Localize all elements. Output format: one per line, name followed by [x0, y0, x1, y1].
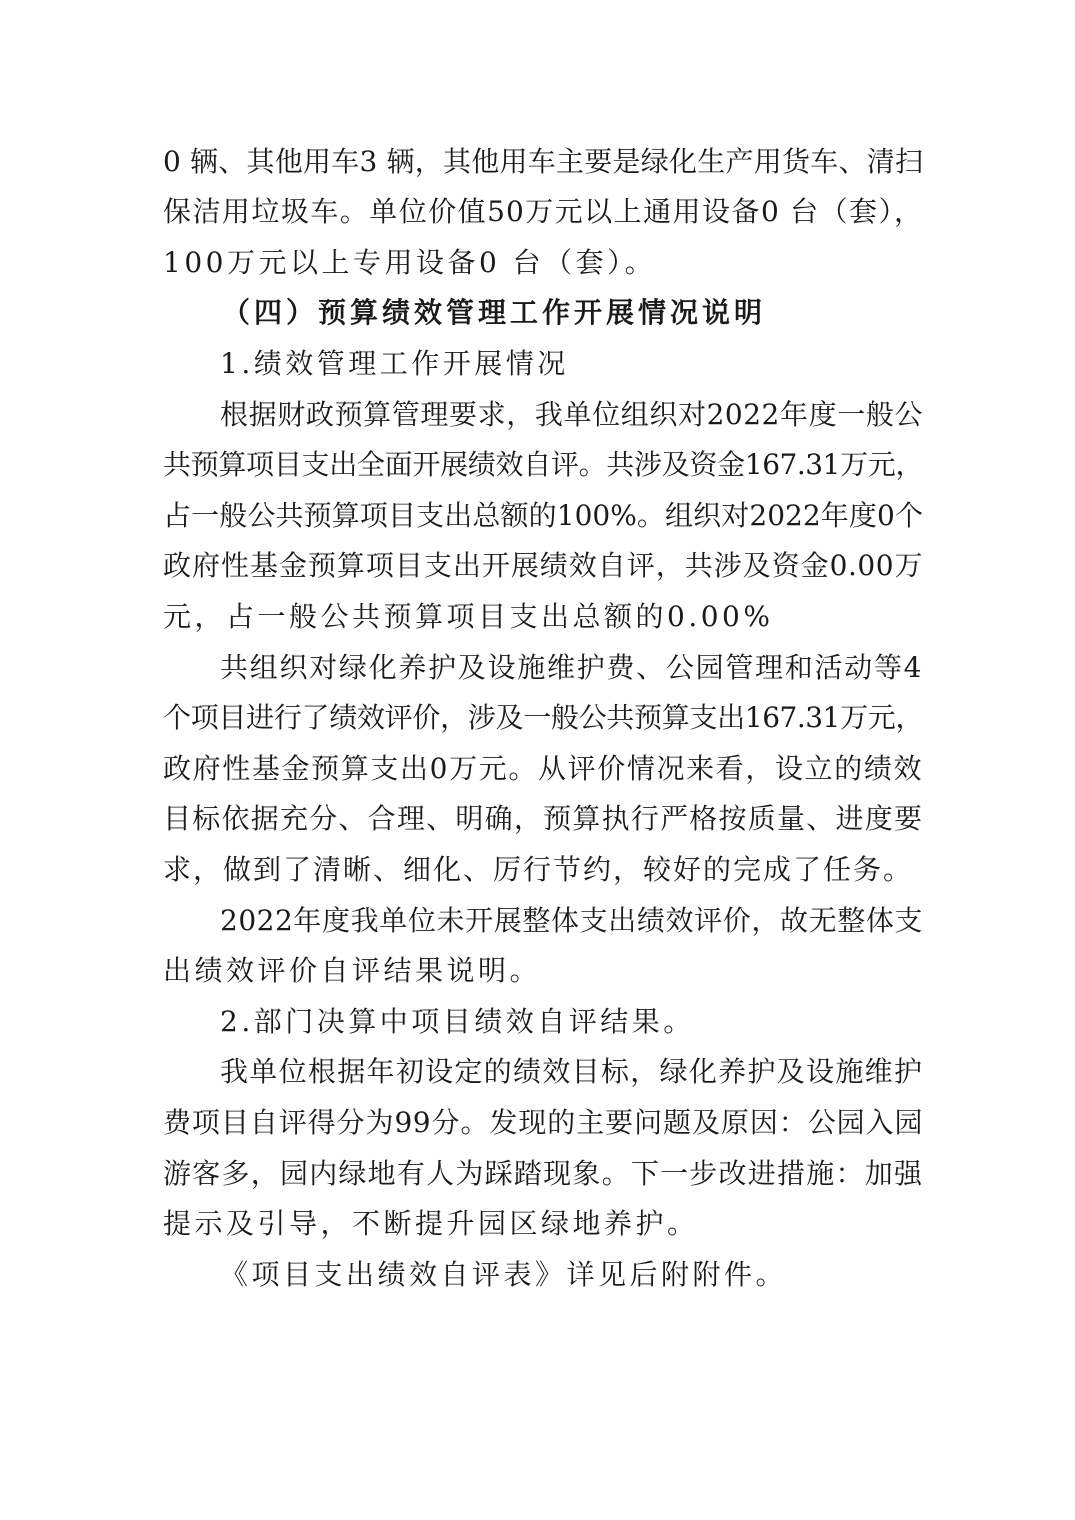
subsection-heading: 1.绩效管理工作开展情况	[220, 347, 569, 380]
section-heading: （四）预算绩效管理工作开展情况说明	[222, 296, 767, 329]
paragraph-line: 《项目支出绩效自评表》详见后附附件。	[220, 1258, 788, 1291]
paragraph-line: 费项目自评得分为99分。发现的主要问题及原因：公园入园	[163, 1106, 923, 1139]
paragraph-line: 占一般公共预算项目支出总额的100%。组织对2022年度0个	[163, 499, 923, 532]
paragraph-line: 出绩效评价自评结果说明。	[163, 954, 542, 987]
paragraph-line: 根据财政预算管理要求，我单位组织对2022年度一般公	[220, 398, 923, 431]
paragraph-line: 个项目进行了绩效评价，涉及一般公共预算支出167.31万元，	[163, 701, 923, 734]
paragraph-line: 共组织对绿化养护及设施维护费、公园管理和活动等4	[220, 651, 923, 684]
paragraph-line: 提示及引导，不断提升园区绿地养护。	[163, 1207, 699, 1240]
paragraph-line: 求，做到了清晰、细化、厉行节约，较好的完成了任务。	[163, 853, 914, 886]
paragraph-line: 游客多，园内绿地有人为踩踏现象。下一步改进措施：加强	[163, 1157, 923, 1190]
paragraph-line: 目标依据充分、合理、明确，预算执行严格按质量、进度要	[163, 802, 923, 835]
paragraph-line: 2022年度我单位未开展整体支出绩效评价，故无整体支	[220, 904, 923, 937]
paragraph-line: 100万元以上专用设备0 台（套）。	[163, 246, 657, 279]
paragraph-line: 保洁用垃圾车。单位价值50万元以上通用设备0 台（套），	[163, 195, 923, 228]
paragraph-line: 0 辆、其他用车3 辆，其他用车主要是绿化生产用货车、清扫	[163, 145, 923, 178]
subsection-heading: 2.部门决算中项目绩效自评结果。	[220, 1005, 695, 1038]
paragraph-line: 共预算项目支出全面开展绩效自评。共涉及资金167.31万元，	[163, 448, 923, 481]
paragraph-line: 元，占一般公共预算项目支出总额的0.00%	[163, 600, 774, 633]
paragraph-line: 政府性基金预算项目支出开展绩效自评，共涉及资金0.00万	[163, 549, 923, 582]
paragraph-line: 政府性基金预算支出0万元。从评价情况来看，设立的绩效	[163, 752, 923, 785]
paragraph-line: 我单位根据年初设定的绩效目标，绿化养护及设施维护	[220, 1055, 923, 1088]
